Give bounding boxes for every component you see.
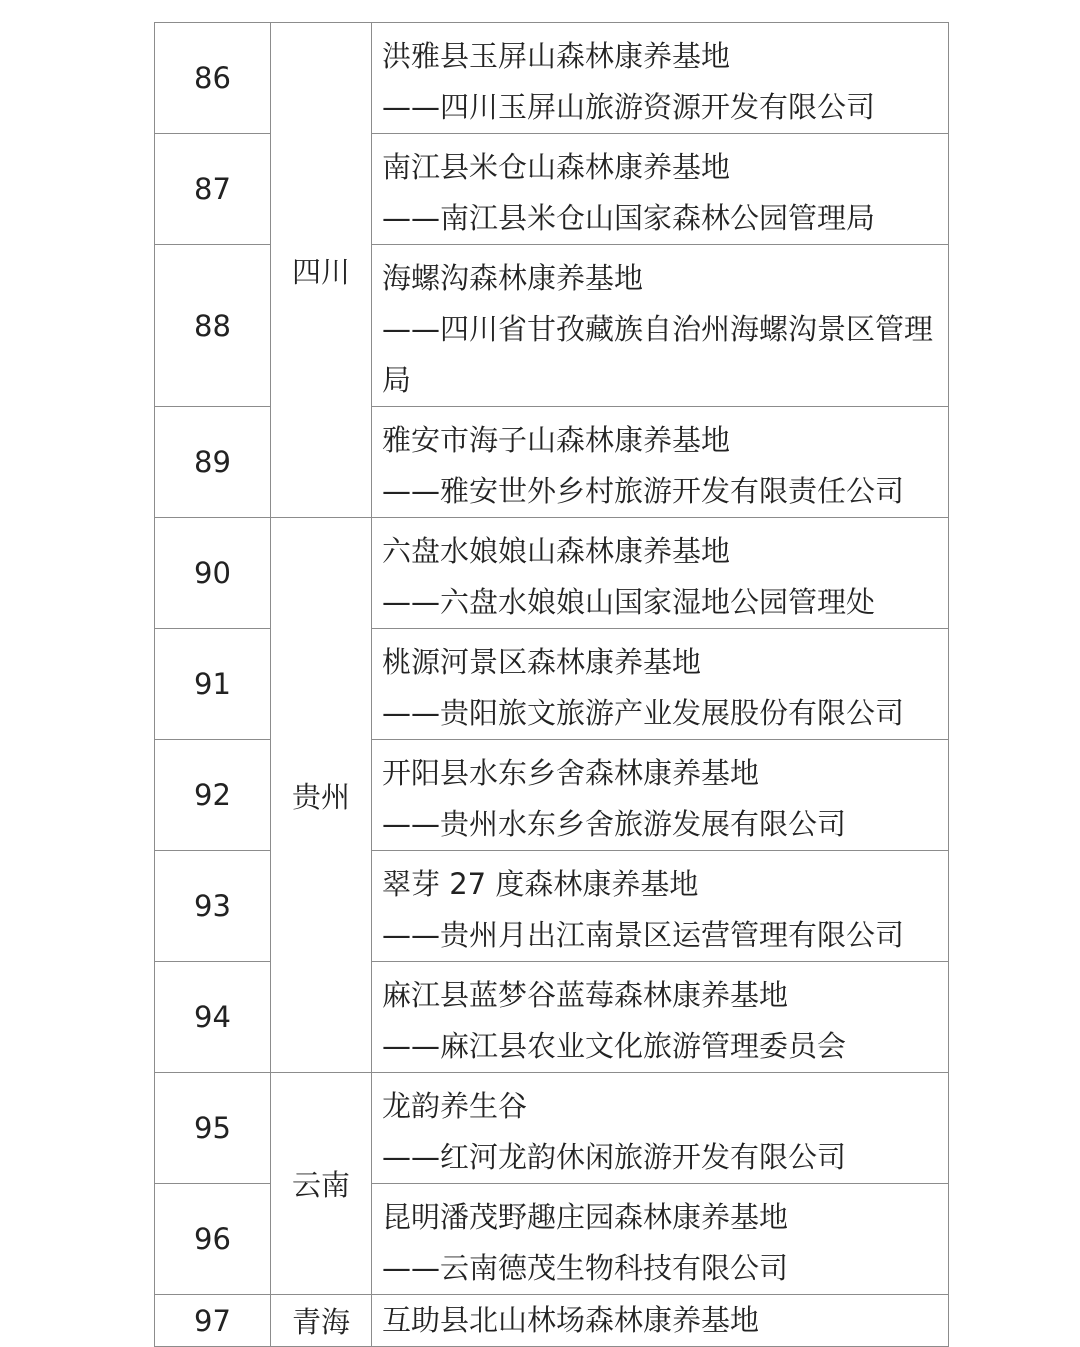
base-description [372,851,949,962]
base-name: 海螺沟森林康养基地 [382,261,644,295]
operator-name: ——贵阳旅文旅游产业发展股份有限公司 [382,696,905,730]
base-description [372,629,949,740]
base-name: 南江县米仓山森林康养基地 [382,150,731,184]
table-row [155,1295,949,1347]
row-number: 95 [155,1073,271,1184]
base-description [372,962,949,1073]
row-number: 92 [155,740,271,851]
base-name: 雅安市海子山森林康养基地 [382,423,731,457]
base-name: 开阳县水东乡舍森林康养基地 [382,756,760,790]
base-description [372,407,949,518]
province-cell: 四川 [271,23,372,518]
base-description [372,740,949,851]
base-description [372,134,949,245]
base-name: 六盘水娘娘山森林康养基地 [382,534,731,568]
row-number: 86 [155,23,271,134]
table-row [155,518,949,629]
operator-name: ——贵州月出江南景区运营管理有限公司 [382,918,905,952]
operator-name: ——贵州水东乡舍旅游发展有限公司 [382,807,847,841]
table-row [155,23,949,134]
base-name: 互助县北山林场森林康养基地 [382,1303,760,1337]
operator-name: ——四川玉屏山旅游资源开发有限公司 [382,90,876,124]
base-description [372,1073,949,1184]
row-number: 96 [155,1184,271,1295]
operator-name: ——雅安世外乡村旅游开发有限责任公司 [382,474,905,508]
base-description [372,245,949,407]
operator-name: ——云南德茂生物科技有限公司 [382,1251,789,1285]
table-row [155,1073,949,1184]
base-name: 昆明潘茂野趣庄园森林康养基地 [382,1200,789,1234]
operator-name: ——南江县米仓山国家森林公园管理局 [382,201,876,235]
operator-name: ——六盘水娘娘山国家湿地公园管理处 [382,585,876,619]
province-cell: 云南 [271,1073,372,1295]
base-description [372,23,949,134]
row-number: 90 [155,518,271,629]
row-number: 97 [155,1295,271,1347]
base-name: 洪雅县玉屏山森林康养基地 [382,39,731,73]
base-name: 龙韵养生谷 [382,1089,528,1123]
row-number: 93 [155,851,271,962]
row-number: 88 [155,245,271,407]
base-description [372,518,949,629]
base-description [372,1295,949,1347]
row-number: 87 [155,134,271,245]
operator-name: ——麻江县农业文化旅游管理委员会 [382,1029,847,1063]
operator-name: ——四川省甘孜藏族自治州海螺沟景区管理局 [382,312,934,397]
base-name: 麻江县蓝梦谷蓝莓森林康养基地 [382,978,789,1012]
base-description [372,1184,949,1295]
row-number: 89 [155,407,271,518]
base-name: 翠芽 27 度森林康养基地 [382,867,699,901]
province-cell: 贵州 [271,518,372,1073]
province-cell: 青海 [271,1295,372,1347]
base-list-table [154,22,949,1347]
base-name: 桃源河景区森林康养基地 [382,645,702,679]
operator-name: ——红河龙韵休闲旅游开发有限公司 [382,1140,847,1174]
row-number: 91 [155,629,271,740]
row-number: 94 [155,962,271,1073]
